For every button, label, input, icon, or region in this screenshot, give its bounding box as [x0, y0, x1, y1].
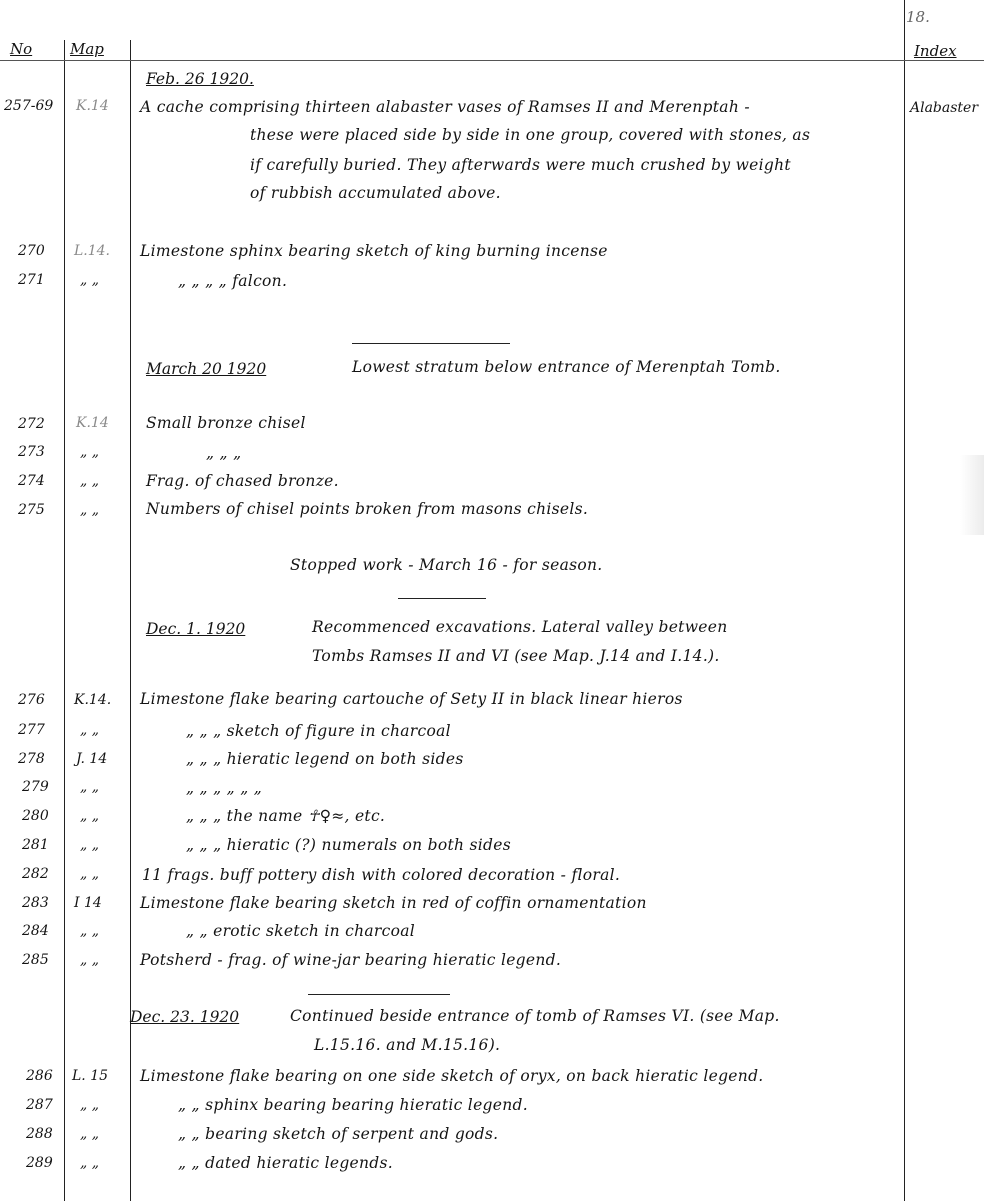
- entry-map: „ „: [80, 1155, 99, 1171]
- page-number: 18.: [906, 8, 930, 26]
- entry-number: 271: [18, 272, 45, 288]
- section-date: March 20 1920: [146, 360, 267, 378]
- entry-description: of rubbish accumulated above.: [250, 184, 501, 202]
- entry-map: „ „: [80, 923, 99, 939]
- entry-map: K.14: [76, 98, 109, 114]
- entry-map: L. 15: [72, 1068, 109, 1084]
- entry-map: L.14.: [74, 243, 111, 259]
- entry-map: „ „: [80, 952, 99, 968]
- entry-number: 281: [22, 837, 49, 853]
- entry-number: 270: [18, 243, 45, 259]
- entry-description: „ „ „ hieratic legend on both sides: [186, 750, 464, 768]
- entry-map: „ „: [80, 1126, 99, 1142]
- entry-map: „ „: [80, 473, 99, 489]
- entry-map: K.14: [76, 415, 109, 431]
- entry-description: „ „ „ „ falcon.: [178, 272, 288, 290]
- index-entry: Alabaster: [910, 100, 979, 116]
- entry-description: „ „ erotic sketch in charcoal: [186, 922, 416, 940]
- entry-map: I 14: [74, 895, 102, 911]
- section-heading: Lowest stratum below entrance of Merenptah Tomb.: [352, 358, 781, 376]
- entry-map: J. 14: [76, 751, 108, 767]
- entry-description: Small bronze chisel: [146, 414, 306, 432]
- entry-description: if carefully buried. They afterwards were much crushed by weight: [250, 156, 791, 174]
- entry-number: 287: [26, 1097, 53, 1113]
- stopped-work-note: Stopped work - March 16 - for season.: [290, 556, 603, 574]
- entry-number: 285: [22, 952, 49, 968]
- entry-map: „ „: [80, 272, 99, 288]
- entry-map: „ „: [80, 837, 99, 853]
- header-rule: [0, 60, 984, 61]
- entry-number: 272: [18, 416, 45, 432]
- entry-number: 286: [26, 1068, 53, 1084]
- entry-description: Potsherd - frag. of wine-jar bearing hieratic legend.: [140, 951, 562, 969]
- entry-description: Limestone flake bearing on one side sketch of oryx, on back hieratic legend.: [140, 1067, 764, 1085]
- entry-map: „ „: [80, 779, 99, 795]
- entry-number: 288: [26, 1126, 53, 1142]
- entry-number: 276: [18, 692, 45, 708]
- section-date: Dec. 23. 1920: [130, 1008, 240, 1026]
- column-rule-no: [64, 40, 65, 1201]
- entry-map: „ „: [80, 808, 99, 824]
- section-divider: [352, 343, 510, 344]
- entry-number: 282: [22, 866, 49, 882]
- header-no: No: [10, 40, 33, 58]
- entry-map: „ „: [80, 866, 99, 882]
- entry-map: „ „: [80, 444, 99, 460]
- entry-description: „ „ bearing sketch of serpent and gods.: [178, 1125, 499, 1143]
- section-date: Feb. 26 1920.: [146, 70, 254, 88]
- entry-description: „ „ „ hieratic (?) numerals on both sides: [186, 836, 511, 854]
- section-date: Dec. 1. 1920: [146, 620, 246, 638]
- entry-description: „ „ „ the name ☥♀≈, etc.: [186, 807, 386, 825]
- entry-number: 278: [18, 751, 45, 767]
- entry-description: Numbers of chisel points broken from masons chisels.: [146, 500, 589, 518]
- entry-map: K.14.: [74, 692, 112, 708]
- entry-number: 277: [18, 722, 45, 738]
- header-index: Index: [914, 42, 957, 60]
- column-rule-map: [130, 40, 131, 1201]
- entry-number: 289: [26, 1155, 53, 1171]
- section-heading: Recommenced excavations. Lateral valley between: [312, 618, 728, 636]
- entry-number: 280: [22, 808, 49, 824]
- entry-description: 11 frags. buff pottery dish with colored decoration - floral.: [142, 866, 621, 884]
- entry-number: 279: [22, 779, 49, 795]
- entry-description: Limestone flake bearing cartouche of Sety II in black linear hieros: [140, 690, 683, 708]
- section-heading: Tombs Ramses II and VI (see Map. J.14 and I.14.).: [312, 647, 720, 665]
- entry-number: 257-69: [4, 98, 54, 114]
- header-map: Map: [70, 40, 104, 58]
- entry-description: „ „ „ „ „ „: [186, 779, 263, 797]
- entry-description: Frag. of chased bronze.: [146, 472, 339, 490]
- entry-number: 283: [22, 895, 49, 911]
- section-divider: [308, 994, 450, 995]
- entry-description: these were placed side by side in one group, covered with stones, as: [250, 126, 811, 144]
- entry-description: „ „ „ sketch of figure in charcoal: [186, 722, 451, 740]
- section-divider: [398, 598, 486, 599]
- entry-number: 273: [18, 444, 45, 460]
- entry-description: „ „ sphinx bearing bearing hieratic legend.: [178, 1096, 528, 1114]
- entry-description: A cache comprising thirteen alabaster vases of Ramses II and Merenptah -: [140, 98, 750, 116]
- entry-number: 284: [22, 923, 49, 939]
- entry-number: 274: [18, 473, 45, 489]
- entry-description: „ „ „: [206, 444, 242, 462]
- entry-description: Limestone sphinx bearing sketch of king burning incense: [140, 242, 608, 260]
- section-heading: L.15.16. and M.15.16).: [314, 1036, 501, 1054]
- scan-edge: [960, 455, 984, 535]
- entry-map: „ „: [80, 1097, 99, 1113]
- entry-description: Limestone flake bearing sketch in red of coffin ornamentation: [140, 894, 647, 912]
- section-heading: Continued beside entrance of tomb of Ramses VI. (see Map.: [290, 1007, 780, 1025]
- entry-description: „ „ dated hieratic legends.: [178, 1154, 393, 1172]
- column-rule-index: [904, 0, 905, 1201]
- entry-map: „ „: [80, 722, 99, 738]
- entry-number: 275: [18, 502, 45, 518]
- entry-map: „ „: [80, 502, 99, 518]
